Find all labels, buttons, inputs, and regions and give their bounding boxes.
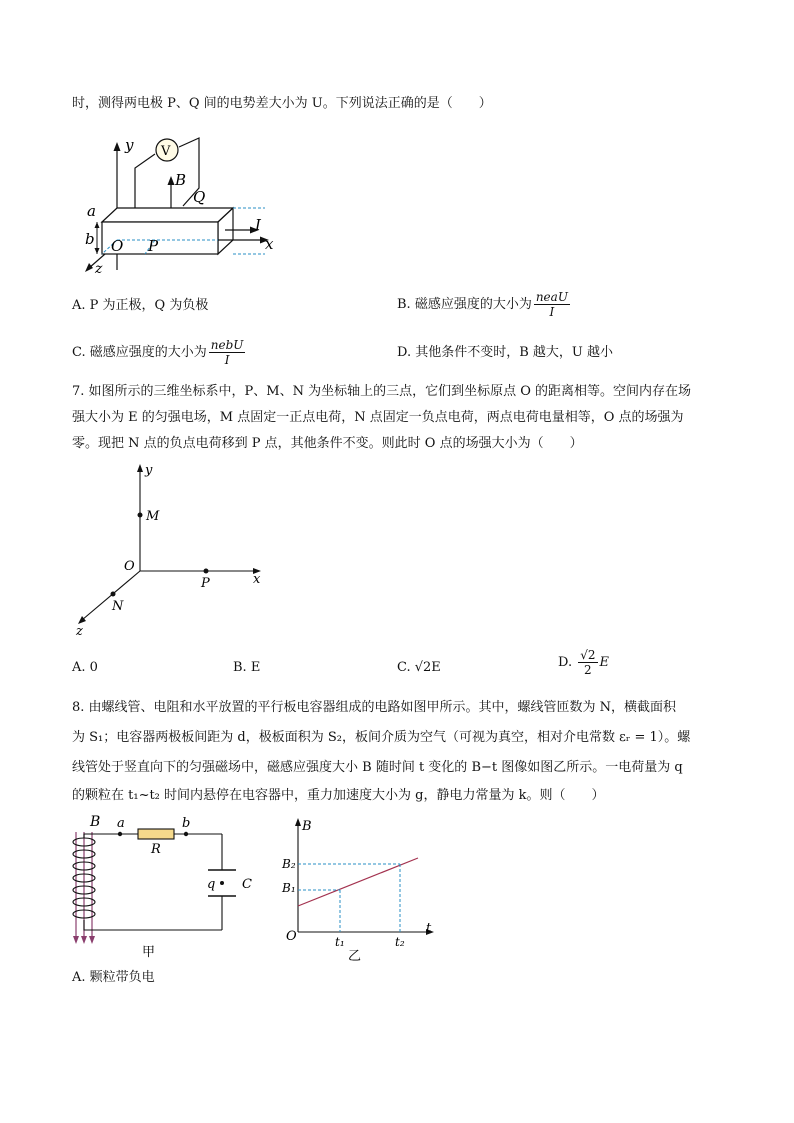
q6-option-b[interactable] bbox=[397, 290, 572, 319]
q6-option-b-denominator: I bbox=[549, 305, 555, 319]
q6-option-c[interactable] bbox=[72, 338, 247, 367]
q7-option-d-prefix: D. bbox=[558, 655, 573, 670]
q8-yi-caption: 乙 bbox=[348, 949, 362, 962]
q8-jia-label-C: C bbox=[242, 877, 252, 892]
q7-stem-line3: 零。现把 N 点的负点电荷移到 P 点，其他条件不变。则此时 O 点的场强大小为（ ） bbox=[72, 436, 583, 451]
q8-figure-yi bbox=[280, 812, 440, 962]
q8-stem-line2: 为 S₁；电容器两极板间距为 d，极板面积为 S₂，板间介质为空气（可视为真空，相对介电常数 εᵣ = 1）。螺 bbox=[72, 730, 691, 745]
q8-yi-label-B: B bbox=[302, 819, 312, 834]
q7-label-x: x bbox=[253, 572, 261, 587]
q7-label-N: N bbox=[112, 599, 124, 614]
q8-jia-caption: 甲 bbox=[142, 945, 156, 960]
q7-label-P: P bbox=[201, 576, 210, 591]
q7-option-d-fraction bbox=[578, 648, 597, 677]
q7-label-M: M bbox=[146, 509, 160, 524]
q8-jia-label-a: a bbox=[117, 816, 125, 831]
q7-label-y: y bbox=[145, 463, 153, 478]
q6-label-a: a bbox=[87, 202, 96, 220]
q8-stem-line1: 8. 由螺线管、电阻和水平放置的平行板电容器组成的电路如图甲所示。其中，螺线管匝数为 N，横截面积 bbox=[72, 700, 677, 715]
q7-label-O: O bbox=[124, 559, 135, 574]
q6-option-c-numerator: nebU bbox=[210, 338, 244, 352]
q7-option-d-numerator: √2 bbox=[580, 648, 596, 662]
q7-stem-line2: 强大小为 E 的匀强电场，M 点固定一正点电荷，N 点固定一负点电荷，两点电荷电量相等，O 点的场强为 bbox=[72, 410, 684, 425]
q6-option-c-fraction bbox=[209, 338, 246, 367]
q8-yi-label-t: t bbox=[426, 921, 432, 936]
q6-option-c-denominator: I bbox=[224, 353, 230, 367]
q7-label-z: z bbox=[76, 624, 83, 638]
q6-label-P: P bbox=[148, 237, 159, 255]
q6-label-x: x bbox=[265, 235, 274, 253]
q6-option-b-fraction bbox=[534, 290, 570, 319]
q8-figure-jia bbox=[62, 810, 262, 960]
q8-jia-label-b: b bbox=[182, 816, 191, 831]
q6-option-d[interactable]: D. 其他条件不变时，B 越大，U 越小 bbox=[397, 345, 613, 360]
q8-yi-label-O: O bbox=[286, 929, 297, 944]
q6-label-Q: Q bbox=[193, 188, 206, 206]
q6-stem-tail: 时，测得两电极 P、Q 间的电势差大小为 U。下列说法正确的是（ ） bbox=[72, 96, 492, 111]
q6-label-V: V bbox=[161, 144, 171, 159]
q8-jia-label-B: B bbox=[90, 814, 101, 830]
q6-option-c-prefix: C. 磁感应强度的大小为 bbox=[72, 345, 207, 360]
q7-stem-line1: 7. 如图所示的三维坐标系中，P、M、N 为坐标轴上的三点，它们到坐标原点 O 的距离相等。空间内存在场 bbox=[72, 384, 692, 399]
q6-label-y: y bbox=[125, 136, 134, 154]
q6-label-O: O bbox=[111, 237, 124, 255]
q6-figure bbox=[75, 130, 295, 280]
q8-option-a[interactable]: A. 颗粒带负电 bbox=[72, 970, 155, 985]
q6-option-b-numerator: neaU bbox=[535, 290, 568, 304]
q8-stem-line3: 线管处于竖直向下的匀强磁场中，磁感应强度大小 B 随时间 t 变化的 B−t 图像如图乙所示。一电荷量为 q bbox=[72, 760, 683, 775]
q8-yi-label-B1: B₁ bbox=[282, 881, 296, 895]
q7-option-d-denominator: 2 bbox=[584, 663, 592, 677]
q6-label-B: B bbox=[175, 171, 187, 189]
q7-figure bbox=[70, 458, 290, 638]
q8-yi-label-B2: B₂ bbox=[282, 857, 296, 871]
q8-stem-line4: 的颗粒在 t₁~t₂ 时间内悬停在电容器中，重力加速度大小为 g，静电力常量为 k。则（ ） bbox=[72, 788, 605, 803]
q8-yi-label-t1: t₁ bbox=[335, 935, 345, 949]
q6-option-b-prefix: B. 磁感应强度的大小为 bbox=[397, 297, 532, 312]
q8-jia-label-R: R bbox=[151, 842, 161, 857]
q8-jia-label-q: q bbox=[207, 877, 216, 892]
q7-option-d-suffix: E bbox=[599, 655, 610, 670]
q7-option-b[interactable]: B. E bbox=[233, 660, 261, 675]
q7-option-a[interactable]: A. 0 bbox=[72, 660, 98, 675]
q7-option-d[interactable] bbox=[558, 648, 609, 677]
q6-option-a[interactable]: A. P 为正极，Q 为负极 bbox=[72, 298, 209, 313]
q8-yi-label-t2: t₂ bbox=[395, 935, 405, 949]
q6-label-z: z bbox=[95, 261, 103, 277]
q7-option-c[interactable]: C. √2E bbox=[397, 660, 441, 675]
q6-label-I: I bbox=[255, 216, 261, 234]
q6-label-b: b bbox=[85, 230, 95, 248]
